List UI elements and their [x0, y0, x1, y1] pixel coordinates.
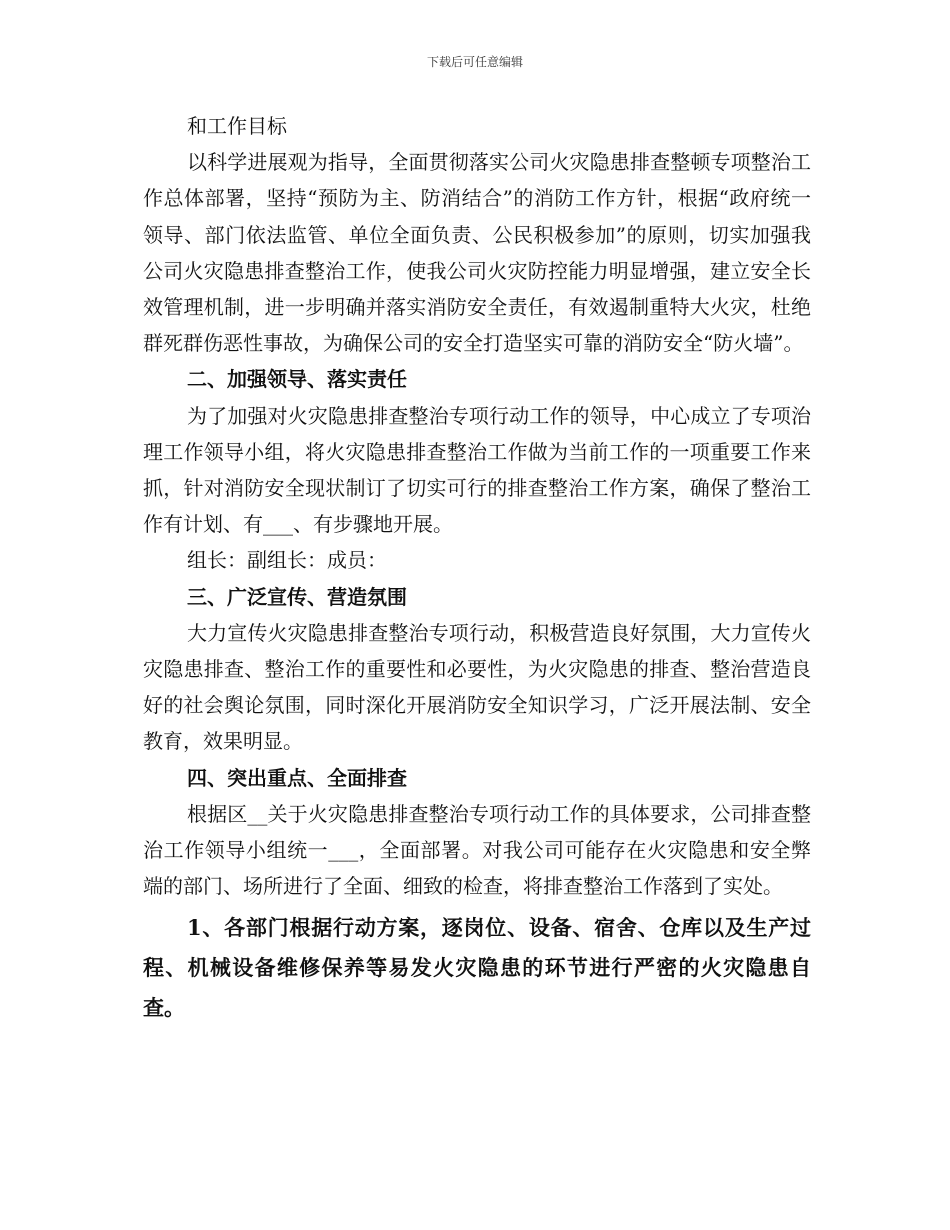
paragraph-inspection: 根据区__关于火灾隐患排查整治专项行动工作的具体要求，公司排查整治工作领导小组统一___，全面部署。对我公司可能存在火灾隐患和安全弊端的部门、场所进行了全面、细致的检查，将排查整治工作落到了实处。 [143, 801, 811, 899]
section-heading-2: 二、加强领导、落实责任 [187, 367, 407, 392]
paragraph-guiding-principle: 以科学进展观为指导，全面贯彻落实公司火灾隐患排查整顿专项整治工作总体部署，坚持“预防为主、防消结合”的消防工作方针，根据“政府统一领导、部门依法监管、单位全面负责、公民积极参加”的原则，切实加强我公司火灾隐患排查整治工作，使我公司火灾防控能力明显增强，建立安全长效管理机制，进一步明确并落实消防安全责任，有效遏制重特大火灾，杜绝群死群伤恶性事故，为确保公司的安全打造坚实可靠的消防安全“防火墙”。 [143, 150, 811, 356]
paragraph-leadership: 为了加强对火灾隐患排查整治专项行动工作的领导，中心成立了专项治理工作领导小组，将火灾隐患排查整治工作做为当前工作的一项重要工作来抓，针对消防安全现状制订了切实可行的排查整治工作方案，确保了整治工作有计划、有___、有步骤地开展。 [143, 403, 811, 537]
paragraph-publicity: 大力宣传火灾隐患排查整治专项行动，积极营造良好氛围，大力宣传火灾隐患排查、整治工作的重要性和必要性，为火灾隐患的排查、整治营造良好的社会舆论氛围，同时深化开展消防安全知识学习，广泛开展法制、安全教育，效果明显。 [143, 620, 811, 754]
paragraph-members: 组长：副组长：成员： [187, 548, 387, 573]
document-body [143, 108, 811, 1028]
page-header: 下载后可任意编辑 [426, 55, 523, 69]
section-heading-3: 三、广泛宣传、营造氛围 [187, 584, 407, 609]
paragraph-self-inspection: 1、各部门根据行动方案，逐岗位、设备、宿舍、仓库以及生产过程、机械设备维修保养等易发火灾隐患的环节进行严密的火灾隐患自查。 [143, 915, 811, 1021]
paragraph-continuation: 和工作目标 [187, 114, 287, 138]
section-heading-4: 四、突出重点、全面排查 [187, 765, 407, 790]
